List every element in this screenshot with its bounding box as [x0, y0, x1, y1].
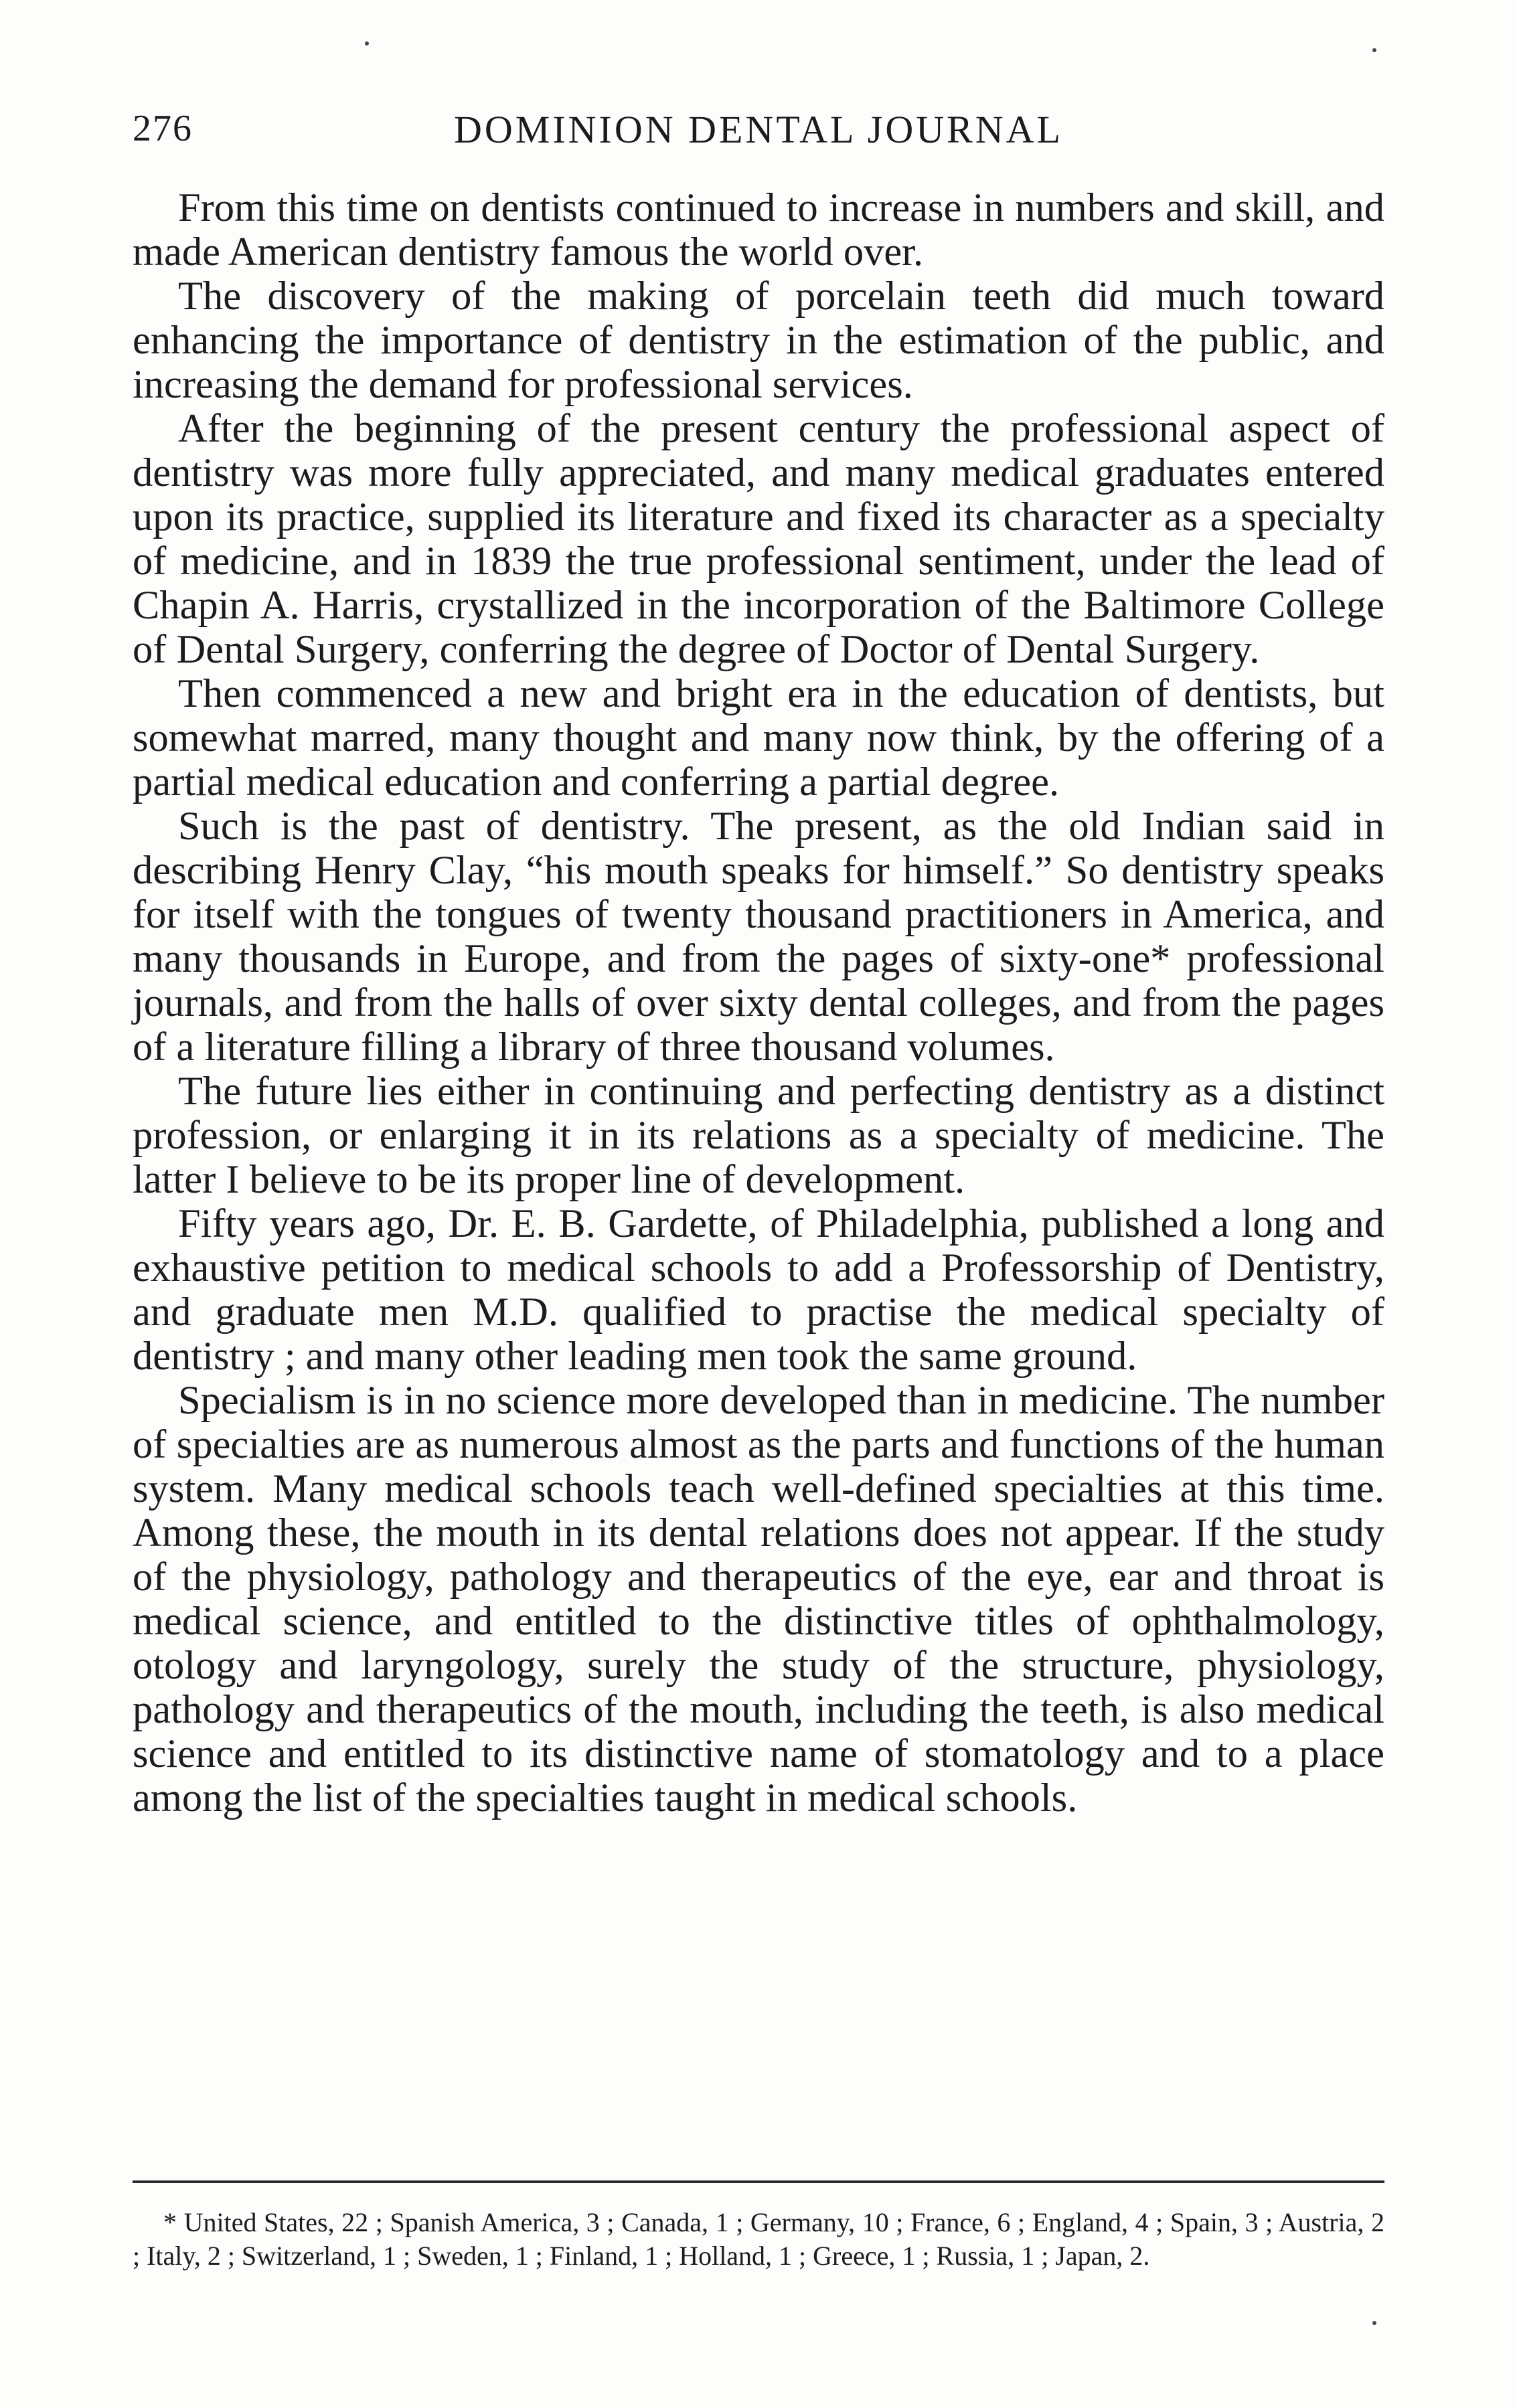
article-body: [133, 186, 1384, 1820]
paragraph: Specialism is in no science more developed than in medicine. The number of specialties are as numerous almost as the parts and functions of the human system. Many medical schools teach well-defined specialties at this time. Among these, the mouth in its dental relations does not appear. If the study of the physiology, pathology and therapeutics of the eye, ear and throat is medical science, and entitled to the distinctive titles of ophthalmology, otology and laryngology, surely the study of the structure, physiology, pathology and therapeutics of the mouth, including the teeth, is also medical science and entitled to its distinctive name of stomatology and to a place among the list of the specialties taught in medical schools.: [133, 1378, 1384, 1820]
footnote: * United States, 22 ; Spanish America, 3 ; Canada, 1 ; Germany, 10 ; France, 6 ; England, 4 ; Spain, 3 ; Austria, 2 ; Italy, 2 ; Switzerland, 1 ; Sweden, 1 ; Finland, 1 ; Holland, 1 ; Greece, 1 ; Russia, 1 ; Japan, 2.: [133, 2207, 1384, 2271]
paragraph: Fifty years ago, Dr. E. B. Gardette, of Philadelphia, published a long and exhaustive petition to medical schools to add a Professorship of Dentistry, and graduate men M.D. qualified to practise the medical specialty of dentistry ; and many other leading men took the same ground.: [133, 1201, 1384, 1379]
print-speck: [365, 41, 369, 46]
footnote-divider: [133, 2180, 1384, 2183]
paragraph: Such is the past of dentistry. The present, as the old Indian said in describing Henry Clay, “his mouth speaks for himself.” So dentistry speaks for itself with the tongues of twenty thousand practitioners in America, and many thousands in Europe, and from the pages of sixty-one* professional journals, and from the halls of over sixty dental colleges, and from the pages of a literature filling a library of three thousand volumes.: [133, 804, 1384, 1069]
running-head: [133, 107, 1384, 161]
paragraph: The discovery of the making of porcelain teeth did much toward enhancing the importance of dentistry in the estimation of the public, and increasing the demand for professional services.: [133, 274, 1384, 407]
page-number: 276: [133, 108, 193, 149]
paragraph: Then commenced a new and bright era in the education of dentists, but somewhat marred, many thought and many now think, by the offering of a partial medical education and conferring a partial degree.: [133, 671, 1384, 804]
paragraph: From this time on dentists continued to increase in numbers and skill, and made American dentistry famous the world over.: [133, 185, 1384, 274]
journal-title: DOMINION DENTAL JOURNAL: [453, 108, 1063, 151]
paragraph: The future lies either in continuing and perfecting dentistry as a distinct profession, or enlarging it in its relations as a specialty of medicine. The latter I believe to be its proper line of development.: [133, 1069, 1384, 1202]
print-speck: [1372, 48, 1376, 52]
paragraph: After the beginning of the present century the professional aspect of dentistry was more fully appreciated, and many medical graduates entered upon its practice, supplied its literature and fixed its character as a specialty of medicine, and in 1839 the true professional sentiment, under the lead of Chapin A. Harris, crystallized in the incorporation of the Baltimore College of Dental Surgery, conferring the degree of Doctor of Dental Surgery.: [133, 406, 1384, 672]
print-speck: [1372, 2321, 1376, 2325]
